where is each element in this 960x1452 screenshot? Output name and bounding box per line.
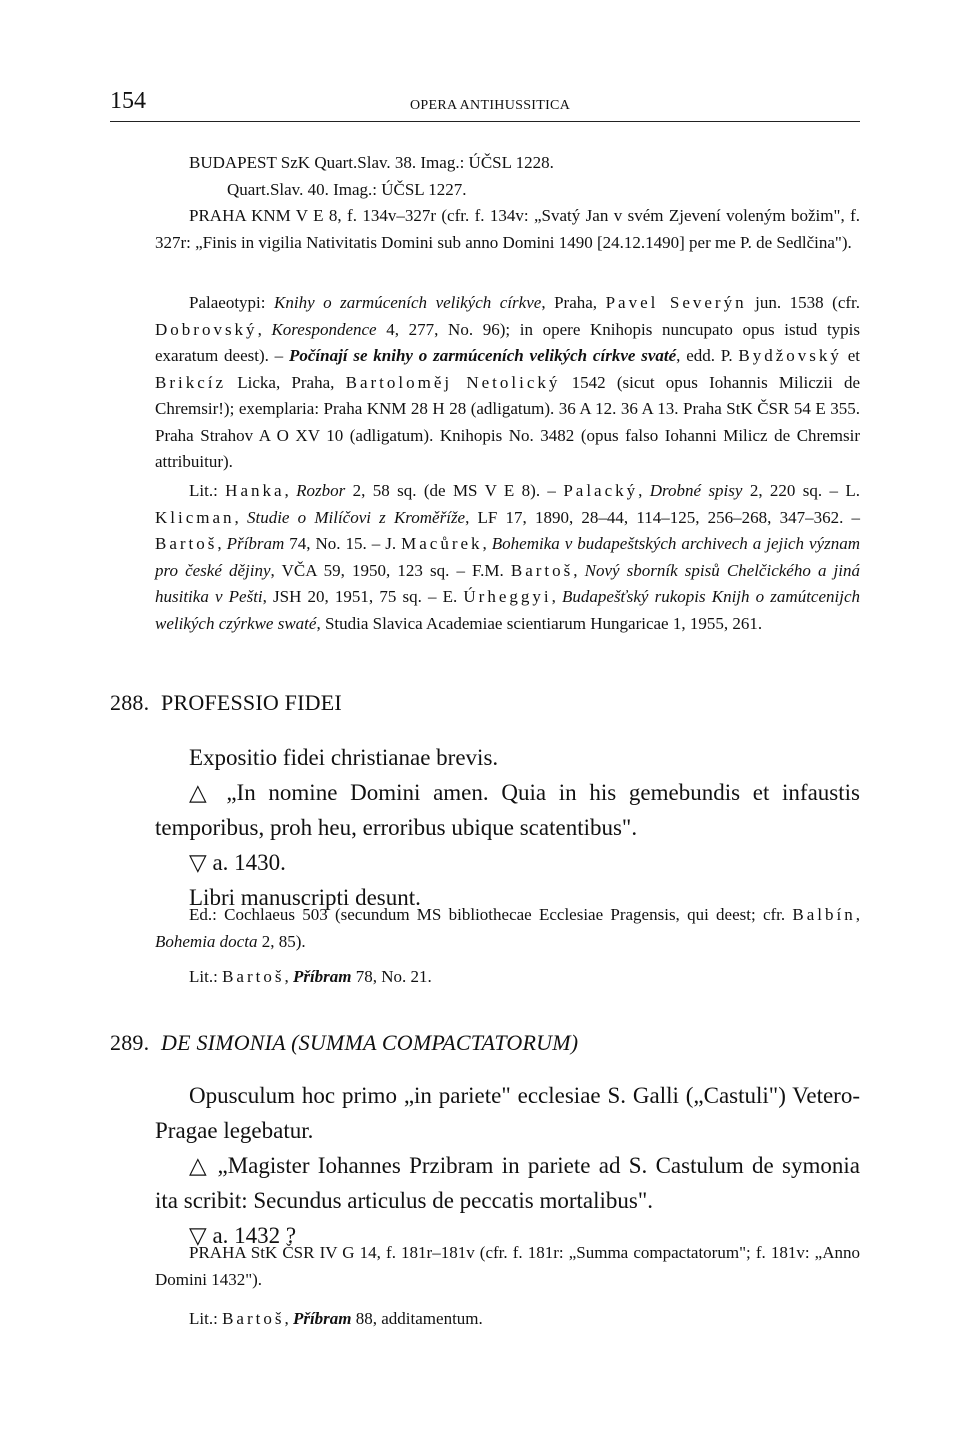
page-header — [110, 88, 860, 124]
palaeotypi-block — [155, 290, 860, 476]
palaeotypi-paragraph: Palaeotypi: Knihy o zarmúceních velikých církve, Praha, Pavel Severýn jun. 1538 (cfr. Dobrovský, Korespondence 4, 277, No. 96); in opere Knihopis nuncupato opus istud typis exaratum deest). – Počínají se knihy o zarmúceních velikých církve svaté, edd. P. Bydžovský et Brikcíz Licka, Praha, Bartoloměj Netolický 1542 (sicut opus Iohannis Miliczii de Chremsir!); exemplaria: Praha KNM 28 H 28 (adligatum). 36 A 12. 36 A 13. Praha StK ČSR 54 E 355. Praha Strahov A O XV 10 (adligatum). Knihopis No. 3482 (opus falso Iohanni Milicz de Chremsir attribuitur). — [155, 293, 861, 471]
ms-line-budapest-2: Quart.Slav. 40. Imag.: ÚČSL 1227. — [227, 179, 467, 199]
edition-paragraph: Ed.: Cochlaeus 503 (secundum MS bibliothecae Ecclesiae Pragensis, qui deest; cfr. Balbín, Bohemia docta 2, 85). — [155, 905, 860, 951]
dating: ▽ a. 1430. — [189, 850, 286, 875]
literature-paragraph: Lit.: Hanka, Rozbor 2, 58 sq. (de MS V E 8). – Palacký, Drobné spisy 2, 220 sq. – L. Klicman, Studie o Milíčovi z Kroměříže, LF 17, 1890, 28–44, 114–125, 256–268, 347–362. – Bartoš, Příbram 74, No. 15. – J. Macůrek, Bohemika v budapeštských archivech a jejich význam pro české dějiny, VČA 59, 1950, 123 sq. – F.M. Bartoš, Nový sborník spisů Chelčického a jiná husitika v Pešti, JSH 20, 1951, 75 sq. – E. Úrheggyi, Budapešťský rukopis Knijh o zamútcenijch welikých czýrkwe swaté, Studia Slavica Academiae scientiarum Hungaricae 1, 1955, 261. — [155, 481, 861, 633]
date-symbol: ▽ — [189, 1223, 207, 1248]
literature-line: Lit.: Bartoš, Příbram 78, No. 21. — [189, 967, 432, 986]
incipit: △ „Magister Iohannes Przibram in pariete ad S. Castulum de symonia ita scribit: Secundus articulus de peccatis mortalibus". — [155, 1153, 860, 1213]
date-symbol: ▽ — [189, 850, 207, 875]
section-title: PROFESSIO FIDEI — [161, 690, 342, 715]
literature-block — [155, 478, 860, 637]
section-289-manuscript — [155, 1240, 860, 1293]
section-288-body — [155, 740, 860, 915]
page-number: 154 — [110, 88, 146, 114]
literature-line: Lit.: Bartoš, Příbram 88, additamentum. — [189, 1309, 483, 1328]
incipit: △ „In nomine Domini amen. Quia in his gemebundis et infaustis temporibus, proh heu, erroribus ubique scatentibus". — [155, 780, 860, 840]
section-288-edition — [155, 902, 860, 955]
running-title: OPERA ANTIHUSSITICA — [410, 98, 571, 113]
manuscripts-note: Libri manuscripti desunt. — [189, 885, 421, 910]
section-288-heading — [110, 690, 342, 716]
section-number: 288. — [110, 690, 150, 715]
description: Expositio fidei christianae brevis. — [189, 745, 499, 770]
section-288-literature — [155, 964, 860, 991]
section-289-heading — [110, 1030, 578, 1056]
description: Opusculum hoc primo „in pariete" ecclesiae S. Galli („Castuli") Vetero-Pragae legebatur. — [155, 1083, 860, 1143]
header-rule — [110, 121, 860, 122]
ms-line-budapest: BUDAPEST SzK Quart.Slav. 38. Imag.: ÚČSL 1228. — [189, 153, 554, 172]
ms-line-praha: PRAHA KNM V E 8, f. 134v–327r (cfr. f. 134v: „Svatý Jan v svém Zjevení voleným božim", f. 327r: „Finis in vigilia Nativitatis Domini sub anno Domini 1490 [24.12.1490] per me P. de Sedlčina"). — [155, 206, 860, 252]
section-289-body — [155, 1078, 860, 1253]
manuscript-paragraph: PRAHA StK ČSR IV G 14, f. 181r–181v (cfr. f. 181r: „Summa compactatorum"; f. 181v: „Anno Domini 1432"). — [155, 1243, 860, 1289]
section-title: DE SIMONIA (SUMMA COMPACTATORUM) — [161, 1030, 579, 1055]
incipit-symbol: △ — [189, 780, 214, 805]
section-289-literature — [155, 1306, 860, 1333]
incipit-symbol: △ — [189, 1153, 210, 1178]
dating: ▽ a. 1432 ? — [189, 1223, 297, 1248]
section-number: 289. — [110, 1030, 150, 1055]
manuscripts-block — [155, 150, 860, 256]
